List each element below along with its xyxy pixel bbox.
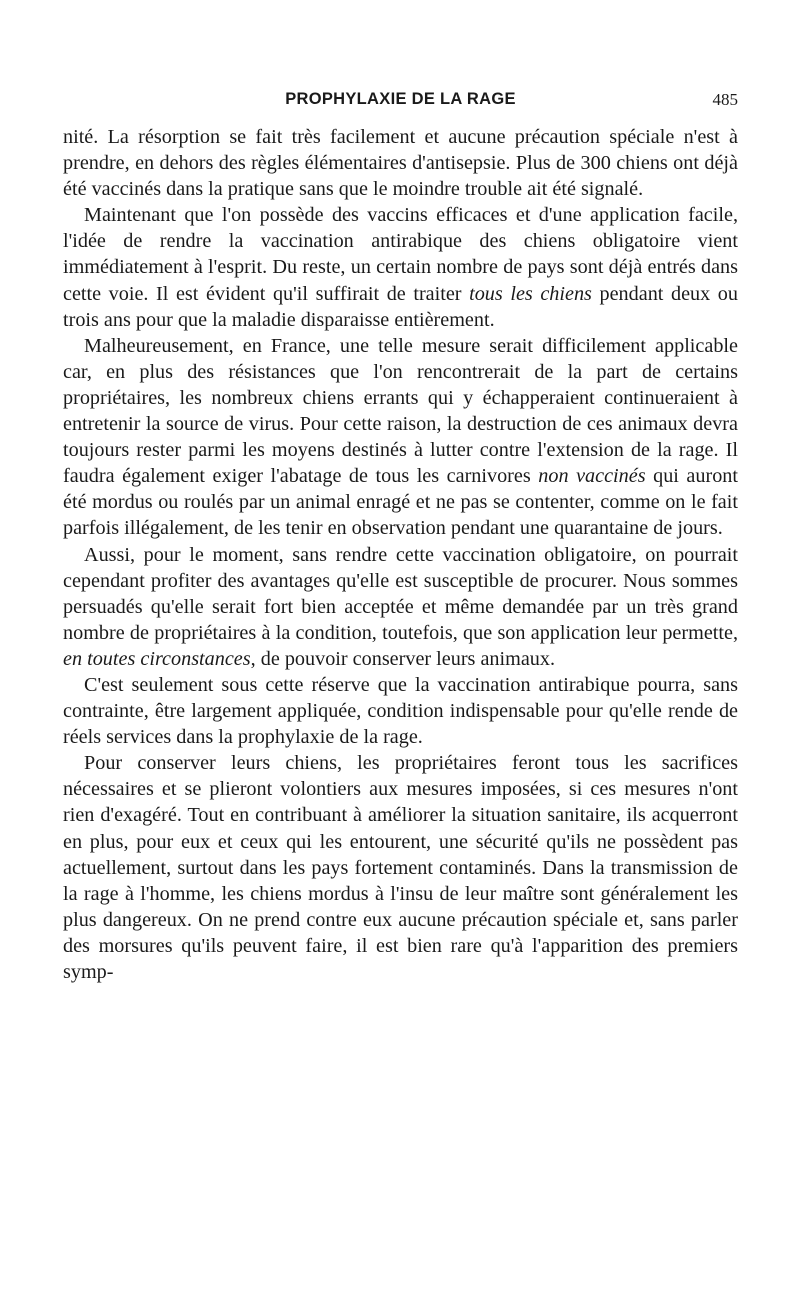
paragraph	[63, 542, 738, 672]
text-run: qui auront été mordus ou roulés par un animal enragé et ne pas se contenter, comme on le fait parfois illégalement, de les tenir en observation pendant une quarantaine de jours.	[63, 465, 739, 540]
paragraph	[63, 672, 738, 750]
text-run: Malheureusement, en France, une telle mesure serait difficilement applicable car, en plus des résistances que l'on rencontrerait de la part de certains propriétaires, les nombreux chiens errants qui y échapperaient continueraient à entretenir la source de virus. Pour cette raison, la destruction de ces animaux devra toujours rester parmi les moyens destinés à lutter contre l'extension de la rage. Il faudra également exiger l'abatage de tous les carnivores	[63, 334, 738, 488]
italic-text: en toutes circonstances	[63, 647, 251, 670]
page-number: 485	[712, 90, 738, 109]
italic-text: non vaccinés	[538, 465, 646, 488]
paragraph	[63, 333, 738, 542]
body-text	[63, 124, 738, 985]
text-run: C'est seulement sous cette réserve que la vaccination antirabique pourra, sans contrainte, être largement appliquée, condition indispensable pour qu'elle rende de réels services dans la prophylaxie de la rage.	[63, 673, 738, 749]
text-run: , de pouvoir conserver leurs animaux.	[250, 647, 556, 670]
paragraph	[63, 750, 738, 985]
text-run: Pour conserver leurs chiens, les propriétaires feront tous les sacrifices nécessaires et se plieront volontiers aux mesures imposées, si ces mesures n'ont rien d'exagéré. Tout en contribuant à améliorer la situation sanitaire, ils acquerront en plus, pour eux et ceux qui les entourent, une sécurité qu'ils ne possèdent pas actuellement, surtout dans les pays fortement contaminés. Dans la transmission de la rage à l'homme, les chiens mordus à l'insu de leur maître sont généralement les plus dangereux. On ne prend contre eux aucune précaution spéciale et, sans parler des morsures qu'ils peuvent faire, il est bien rare qu'à l'apparition des premiers symp-	[63, 752, 738, 983]
running-head	[63, 88, 738, 116]
text-run: Maintenant que l'on possède des vaccins efficaces et d'une application facile, l'idée de rendre la vaccination antirabique des chiens obligatoire vient immédiatement à l'esprit. Du reste, un certain nombre de pays sont déjà entrés dans cette voie. Il est évident qu'il suffirait de traiter	[63, 204, 738, 305]
paragraph	[63, 124, 738, 202]
paragraph	[63, 202, 738, 332]
text-run: nité. La résorption se fait très facilement et aucune précaution spéciale n'est à prendre, en dehors des règles élémentaires d'antisepsie. Plus de 300 chiens ont déjà été vaccinés dans la pratique sans que le moindre trouble ait été signalé.	[63, 126, 738, 201]
text-run: Aussi, pour le moment, sans rendre cette vaccination obligatoire, on pourrait cependant profiter des avantages qu'elle est susceptible de procurer. Nous sommes persuadés qu'elle serait fort bien acceptée et même demandée par un très grand nombre de propriétaires à la condition, toutefois, que son application leur permette,	[63, 543, 738, 644]
italic-text: tous les chiens	[469, 282, 592, 305]
text-run: pendant deux ou trois ans pour que la maladie disparaisse entièrement.	[63, 282, 738, 331]
book-page	[63, 88, 738, 985]
running-title: PROPHYLAXIE DE LA RAGE	[285, 90, 516, 108]
